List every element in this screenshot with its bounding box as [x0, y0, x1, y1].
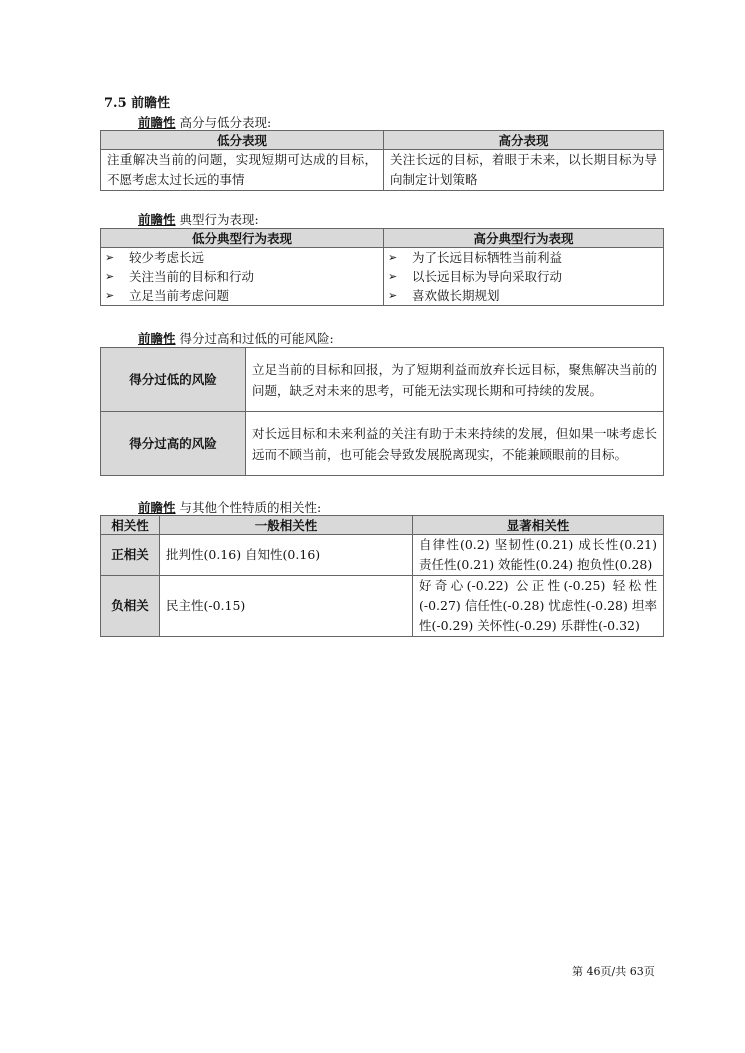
table-header: 显著相关性 — [413, 516, 664, 535]
section-title: 7.5 前瞻性 — [104, 96, 171, 111]
correlation-label-negative: 负相关 — [101, 576, 160, 637]
subheading-text: 高分与低分表现: — [179, 115, 272, 130]
table-cell: 自律性(0.2) 坚韧性(0.21) 成长性(0.21) 责任性(0.21) 效能性(0.24) 抱负性(0.28) — [413, 535, 664, 576]
risk-text-high: 对长远目标和未来利益的关注有助于未来持续的发展，但如果一味考虑长远而不顾当前，也可能会导致发展脱离现实，不能兼顾眼前的目标。 — [246, 412, 664, 476]
page-number: 第 46页/共 63页 — [572, 965, 655, 978]
bullet-list — [384, 248, 663, 305]
trait-name: 前瞻性 — [138, 331, 176, 346]
trait-name: 前瞻性 — [138, 500, 176, 515]
risk-text-low: 立足当前的目标和回报，为了短期利益而放弃长远目标，聚焦解决当前的问题，缺乏对未来的思考，可能无法实现长期和可持续的发展。 — [246, 348, 664, 412]
list-item: ➢ 为了长远目标牺牲当前利益 — [384, 248, 663, 267]
list-item: ➢ 喜欢做长期规划 — [384, 286, 663, 305]
list-item: ➢ 较少考虑长远 — [101, 248, 383, 267]
table-header: 低分典型行为表现 — [101, 229, 384, 248]
subheading-text: 典型行为表现: — [179, 212, 259, 227]
subheading-correlations — [138, 498, 321, 516]
table-header: 一般相关性 — [160, 516, 413, 535]
risk-label-high: 得分过高的风险 — [101, 412, 246, 476]
table-cell: 民主性(-0.15) — [160, 576, 413, 637]
table-cell — [101, 248, 384, 306]
table-cell — [384, 248, 664, 306]
table-cell: 好奇心(-0.22) 公正性(-0.25) 轻松性(-0.27) 信任性(-0.28) 忧虑性(-0.28) 坦率性(-0.29) 关怀性(-0.29) 乐群性(-0.32) — [413, 576, 664, 637]
risk-table — [100, 347, 664, 476]
list-item: ➢ 以长远目标为导向采取行动 — [384, 267, 663, 286]
subheading-text: 与其他个性特质的相关性: — [179, 500, 322, 515]
table-header: 相关性 — [101, 516, 160, 535]
bullet-list — [101, 248, 383, 305]
list-item: ➢ 关注当前的目标和行动 — [101, 267, 383, 286]
table-cell: 关注长远的目标，着眼于未来，以长期目标为导向制定计划策略 — [384, 150, 664, 191]
subheading-behaviors — [138, 210, 259, 228]
correlation-table — [100, 515, 664, 637]
high-low-table — [100, 130, 664, 191]
list-item: ➢ 立足当前考虑问题 — [101, 286, 383, 305]
risk-label-low: 得分过低的风险 — [101, 348, 246, 412]
trait-name: 前瞻性 — [138, 115, 176, 130]
correlation-label-positive: 正相关 — [101, 535, 160, 576]
table-cell: 批判性(0.16) 自知性(0.16) — [160, 535, 413, 576]
table-header: 高分典型行为表现 — [384, 229, 664, 248]
subheading-high-low — [138, 113, 271, 131]
behavior-table — [100, 228, 664, 306]
table-header: 高分表现 — [384, 131, 664, 150]
subheading-text: 得分过高和过低的可能风险: — [179, 331, 334, 346]
table-cell: 注重解决当前的问题，实现短期可达成的目标，不愿考虑太过长远的事情 — [101, 150, 384, 191]
table-header: 低分表现 — [101, 131, 384, 150]
trait-name: 前瞻性 — [138, 212, 176, 227]
subheading-risks — [138, 329, 334, 347]
